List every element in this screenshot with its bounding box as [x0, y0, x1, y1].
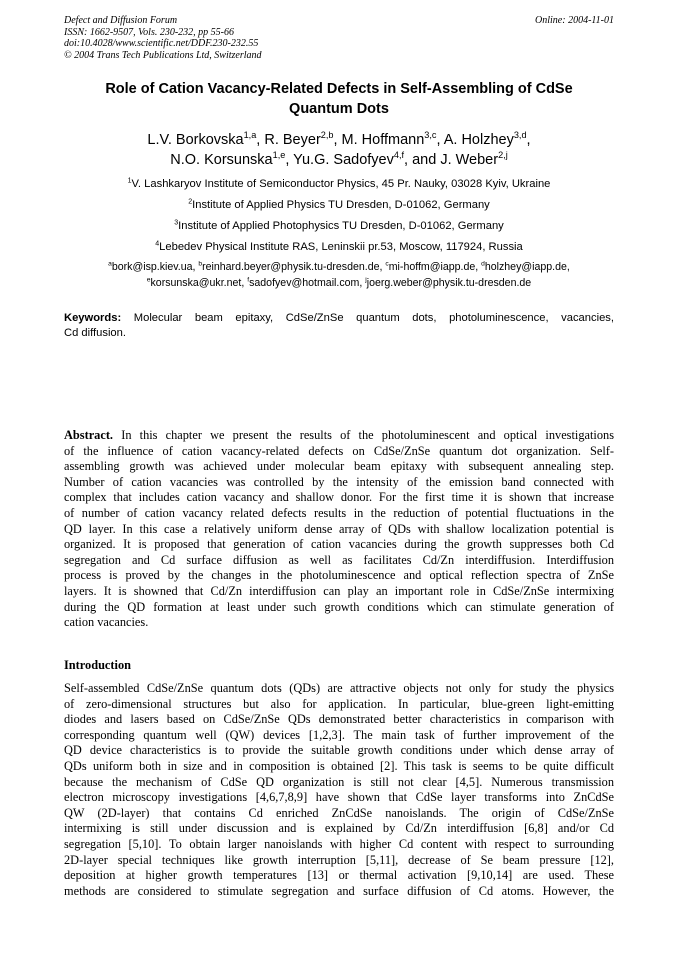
- author-separator: ,: [526, 132, 531, 148]
- affiliation-2: [64, 198, 614, 212]
- intro-line: QW (2D-layer) that contains Cd enriched ZnCdSe nanoislands. The origin of CdSe/ZnSe: [64, 805, 614, 820]
- email-line-2: $^e$korsunska@ukr.net, $^f$sadofyev@hotmail.com, $^j$joerg.weber@physik.tu-dresden.de: [146, 276, 532, 289]
- keywords: [64, 311, 614, 340]
- header-citation: [64, 15, 262, 61]
- intro-line: electron microscopy investigations [4,6,7,8,9] have shown that CdSe layer transforms into ZnCdSe: [64, 790, 614, 805]
- email-link[interactable]: mi-hoffm@iapp.de: [388, 261, 476, 273]
- abstract-line: assembling growth was achieved under molecular beam epitaxy with subsequent annealing step.: [64, 459, 614, 474]
- author-sup: 2,b: [320, 130, 334, 141]
- author-separator: ,: [256, 132, 265, 148]
- author-sup: 4,f: [393, 150, 405, 161]
- abstract-line: of number of cation vacancy related defects results in the reduction of potential fluctuations in the: [64, 505, 614, 520]
- abstract-line: Number of cation vacancies was controlled by the intensity of the emission band connected with: [64, 474, 614, 489]
- email-link[interactable]: korsunska@ukr.net: [150, 277, 242, 289]
- intro-line: corresponding quantum well (QW) devices [1,2,3]. The main task of further improvement of the: [64, 727, 614, 742]
- intro-line: Self-assembled CdSe/ZnSe quantum dots (QDs) are attractive objects not only for study the physics: [64, 681, 614, 695]
- affiliation-number: 2: [188, 198, 193, 206]
- abstract-line: cation vacancies.: [64, 615, 149, 630]
- email-link[interactable]: reinhard.beyer@physik.tu-dresden.de: [202, 261, 380, 273]
- author-name: L.V. Borkovska: [147, 132, 244, 148]
- email-key: f: [247, 276, 250, 284]
- header-journal: Defect and Diffusion Forum: [64, 15, 178, 26]
- email-key: a: [108, 260, 112, 268]
- intro-line: deposition at higher growth temperatures [13] or thermal activation [9,10,14] are used. These: [64, 868, 614, 883]
- paper-title: [64, 79, 614, 119]
- keywords-line-1: [64, 311, 614, 326]
- abstract-line: complex that includes cation vacancy and shallow donor. For the first time it is shown that increase: [64, 490, 614, 505]
- abstract-line: during the QD formation at least under such growth conditions which can stimulate generation of: [64, 599, 614, 614]
- author-sup: 2,j: [498, 150, 508, 161]
- header-copyright: © 2004 Trans Tech Publications Ltd, Switzerland: [64, 49, 262, 61]
- affiliation-number: 1: [127, 177, 132, 185]
- keywords-text: Molecular beam epitaxy, CdSe/ZnSe quantum dots, photoluminescence, vacancies,: [133, 312, 615, 324]
- author-separator: , and: [404, 152, 441, 168]
- intro-line: segregation [5,10]. To obtain larger nanoislands with higher Cd content with respect to surrounding: [64, 836, 614, 851]
- section-heading-introduction: Introduction: [64, 658, 131, 672]
- intro-line: of zero-dimensional structures but also for application. In particular, blue-green light-emitting: [64, 696, 614, 711]
- author-name: Yu.G. Sadofyev: [293, 152, 394, 168]
- email-key: b: [198, 260, 203, 268]
- affiliation-text: Institute of Applied Photophysics TU Dresden, D-01062, Germany: [178, 220, 504, 232]
- author-sup: 3,c: [424, 130, 437, 141]
- email-key: d: [481, 260, 485, 268]
- affiliation-text: Institute of Applied Physics TU Dresden, D-01062, Germany: [192, 199, 490, 211]
- intro-line: intermixing is still under discussion and is explained by Cd/Zn interdiffusion [6,8] and/or Cd: [64, 821, 614, 836]
- abstract-line: process is proved by the changes in the photoluminescence and optical reflection spectra of ZnSe: [64, 568, 614, 583]
- intro-line: diodes and lasers based on CdSe/ZnSe QDs demonstrated better characteristics in comparison with: [64, 712, 614, 727]
- email-link[interactable]: sadofyev@hotmail.com: [249, 277, 360, 289]
- author-sup: 3,d: [513, 130, 527, 141]
- abstract-line: of the influence of cation vacancy-related defects on CdSe/ZnSe quantum dot organization. Self-: [64, 443, 614, 458]
- email-list: [64, 259, 614, 291]
- title-line-2: Quantum Dots: [289, 101, 389, 117]
- author-name: R. Beyer: [264, 132, 321, 148]
- author-line-2: [64, 150, 614, 170]
- keywords-line-2: Cd diffusion.: [64, 326, 126, 339]
- author-list: [64, 130, 614, 170]
- abstract-label: Abstract.: [64, 428, 114, 442]
- affiliation-number: 4: [155, 240, 160, 248]
- author-sup: 1,a: [243, 130, 257, 141]
- header-doi: doi:10.4028/www.scientific.net/DDF.230-232.55: [64, 38, 259, 49]
- abstract: [64, 428, 614, 631]
- title-line-1: Role of Cation Vacancy-Related Defects in Self-Assembling of CdSe: [105, 81, 573, 97]
- author-sup: 1,e: [272, 150, 286, 161]
- intro-line: QDs uniform both in size and in composition is obtained [2]. This task is seems to be quite difficult: [64, 758, 614, 773]
- email-link[interactable]: joerg.weber@physik.tu-dresden.de: [366, 277, 532, 289]
- email-link[interactable]: holzhey@iapp.de: [484, 261, 567, 273]
- author-separator: ,: [333, 132, 342, 148]
- email-key: j: [365, 276, 367, 284]
- affiliation-3: [64, 219, 614, 233]
- author-line-1: [64, 130, 614, 150]
- introduction-body: [64, 681, 614, 899]
- abstract-line: layers. It is showned that Cd/Zn interdiffusion can play an important role in CdSe/ZnSe intermixing: [64, 583, 614, 598]
- author-name: A. Holzhey: [443, 132, 514, 148]
- intro-line: QD device characteristics is to provide the suitable growth conditions under which dense array of: [64, 743, 614, 758]
- abstract-line: segregation and Cd surface diffusion as well as facilitates Cd/Zn interdiffusion. Interdiffusion: [64, 552, 614, 567]
- author-name: M. Hoffmann: [341, 132, 425, 148]
- affiliation-number: 3: [174, 219, 179, 227]
- intro-line: because the mechanism of CdSe QD organization is still not clear [4,5]. Numerous transmission: [64, 774, 614, 789]
- affiliation-1: [64, 177, 614, 191]
- header-issn: ISSN: 1662-9507, Vols. 230-232, pp 55-66: [64, 26, 234, 38]
- author-name: J. Weber: [440, 152, 499, 168]
- abstract-line: QD layer. In this case a relatively uniform dense array of QDs with shallow localization potential is: [64, 521, 614, 536]
- email-line-1: $^a$bork@isp.kiev.ua, $^b$reinhard.beyer@physik.tu-dresden.de, $^c$mi-hoffm@iapp.de, $^d$holzhey@iapp.de,: [108, 260, 570, 273]
- author-separator: ,: [436, 132, 444, 148]
- intro-line: methods are considered to stimulate segregation and surface diffusion of Cd atoms. However, the: [64, 883, 614, 898]
- email-key: e: [146, 276, 151, 284]
- header-online-date: Online: 2004-11-01: [535, 15, 614, 26]
- email-key: c: [385, 260, 389, 268]
- abstract-line: organized. It is proposed that generation of cation vacancies during the growth suppresses both Cd: [64, 537, 614, 552]
- author-separator: ,: [285, 152, 294, 168]
- affiliation-4: [64, 240, 614, 254]
- author-name: N.O. Korsunska: [170, 152, 273, 168]
- email-link[interactable]: bork@isp.kiev.ua: [111, 261, 193, 273]
- intro-line: 2D-layer special techniques like growth interruption [5,11], decrease of Se beam pressure [12],: [64, 852, 614, 867]
- affiliation-text: Lebedev Physical Institute RAS, Leninskii pr.53, Moscow, 117924, Russia: [159, 241, 523, 253]
- affiliation-text: V. Lashkaryov Institute of Semiconductor Physics, 45 Pr. Nauky, 03028 Kyiv, Ukraine: [131, 178, 551, 190]
- abstract-line: Abstract. In this chapter we present the results of the photoluminescent and optical investigations: [64, 428, 614, 442]
- keywords-label: Keywords:: [64, 312, 122, 324]
